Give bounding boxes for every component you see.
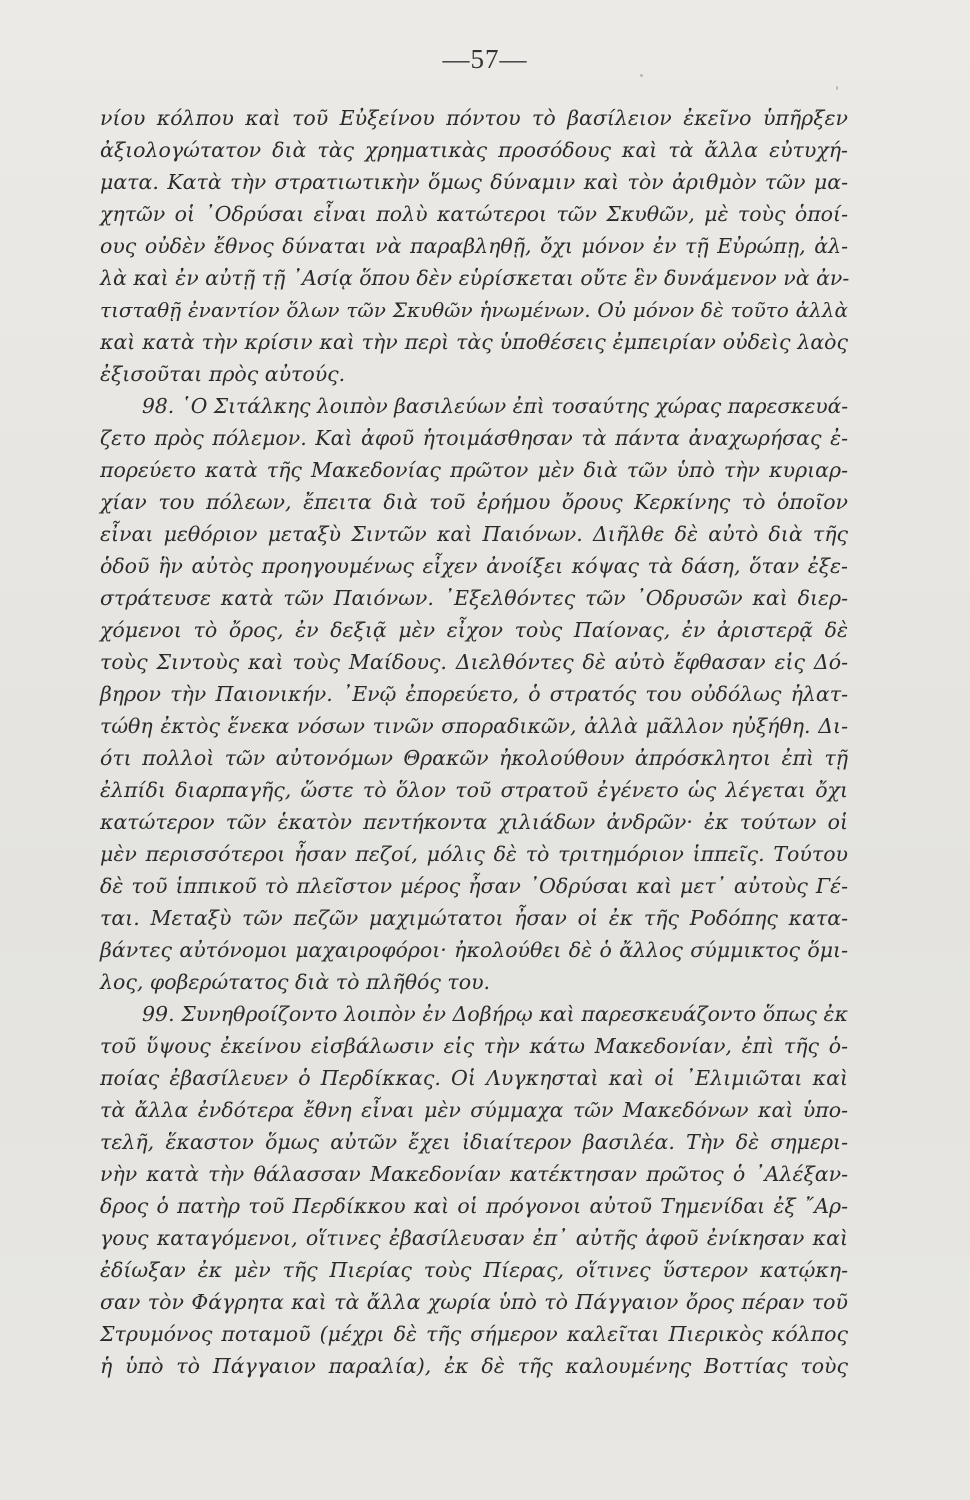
text-line: ους οὐδὲν ἔθνος δύναται νὰ παραβληθῇ, ὄχι μόνον ἐν τῇ Εὐρώπῃ, ἀλ- — [100, 234, 848, 258]
text-line: βηρον τὴν Παιονικήν. ᾽Ενῷ ἐπορεύετο, ὁ στρατός του οὐδόλως ἠλατ- — [100, 682, 848, 706]
text-line: ποίας ἐβασίλευεν ὁ Περδίκκας. Οἱ Λυγκησταὶ καὶ οἱ ᾽Ελιμιῶται καὶ — [100, 1066, 848, 1090]
text-line: καὶ κατὰ τὴν κρίσιν καὶ τὴν περὶ τὰς ὑποθέσεις ἐμπειρίαν οὐδεὶς λαὸς — [100, 330, 848, 354]
text-line: τοὺς Σιντοὺς καὶ τοὺς Μαίδους. Διελθόντες δὲ αὐτὸ ἔφθασαν εἰς Δό- — [100, 650, 848, 674]
text-line: ματα. Κατὰ τὴν στρατιωτικὴν ὅμως δύναμιν καὶ τὸν ἀριθμὸν τῶν μα- — [100, 170, 848, 194]
text-line: ὁδοῦ ἣν αὐτὸς προηγουμένως εἶχεν ἀνοίξει κόψας τὰ δάση, ὅταν ἐξε- — [100, 554, 848, 578]
paper-speck — [836, 86, 838, 90]
text-line: Στρυμόνος ποταμοῦ (μέχρι δὲ τῆς σήμερον καλεῖται Πιερικὸς κόλπος — [100, 1322, 848, 1346]
text-line: ἐδίωξαν ἐκ μὲν τῆς Πιερίας τοὺς Πίερας, οἵτινες ὕστερον κατῴκη- — [100, 1258, 848, 1282]
text-line: τὰ ἄλλα ἐνδότερα ἔθνη εἶναι μὲν σύμμαχα τῶν Μακεδόνων καὶ ὑπο- — [100, 1098, 848, 1122]
text-line: λος, φοβερώτατος διὰ τὸ πλῆθός του. — [100, 970, 491, 994]
text-line: νίου κόλπου καὶ τοῦ Εὐξείνου πόντου τὸ βασίλειον ἐκεῖνο ὑπῆρξεν — [100, 106, 848, 130]
text-line: 98. ῾Ο Σιτάλκης λοιπὸν βασιλεύων ἐπὶ τοσαύτης χώρας παρεσκευά- — [142, 394, 849, 418]
text-line: ότι πολλοὶ τῶν αὐτονόμων Θρακῶν ἠκολούθουν ἀπρόσκλητοι ἐπὶ τῇ — [100, 746, 848, 770]
text-line: κατώτερον τῶν ἑκατὸν πεντήκοντα χιλιάδων ἀνδρῶν· ἐκ τούτων οἱ — [100, 810, 848, 834]
body-text — [100, 102, 848, 1382]
text-line: 99. Συνηθροίζοντο λοιπὸν ἐν Δοβήρῳ καὶ παρεσκευάζοντο ὅπως ἐκ — [142, 1002, 848, 1026]
paragraph-99 — [100, 998, 848, 1382]
text-line: δὲ τοῦ ἱππικοῦ τὸ πλεῖστον μέρος ἦσαν ᾽Οδρύσαι καὶ μετ᾽ αὐτοὺς Γέ- — [100, 874, 848, 898]
text-line: νὴν κατὰ τὴν θάλασσαν Μακεδονίαν κατέκτησαν πρῶτος ὁ ᾽Αλέξαν- — [100, 1162, 848, 1186]
text-line: δρος ὁ πατὴρ τοῦ Περδίκκου καὶ οἱ πρόγονοι αὐτοῦ Τημενίδαι ἐξ ῎Αρ- — [100, 1194, 848, 1218]
text-line: στράτευσε κατὰ τῶν Παιόνων. ᾽Εξελθόντες τῶν ᾽Οδρυσῶν καὶ διερ- — [100, 586, 848, 610]
text-line: τελῆ, ἕκαστον ὅμως αὐτῶν ἔχει ἰδιαίτερον βασιλέα. Τὴν δὲ σημερι- — [100, 1130, 848, 1154]
text-line: χόμενοι τὸ ὄρος, ἐν δεξιᾷ μὲν εἶχον τοὺς Παίονας, ἐν ἀριστερᾷ δὲ — [100, 618, 848, 642]
text-line: χίαν του πόλεων, ἔπειτα διὰ τοῦ ἐρήμου ὄρους Κερκίνης τὸ ὁποῖον — [100, 490, 848, 514]
text-line: λὰ καὶ ἐν αὐτῇ τῇ ᾽Ασίᾳ ὅπου δὲν εὑρίσκεται οὔτε ἓν δυνάμενον νὰ ἀν- — [100, 266, 850, 290]
text-line: σαν τὸν Φάγρητα καὶ τὰ ἄλλα χωρία ὑπὸ τὸ Πάγγαιον ὄρος πέραν τοῦ — [100, 1290, 848, 1314]
text-line: ἡ ὑπὸ τὸ Πάγγαιον παραλία), ἐκ δὲ τῆς καλουμένης Βοττίας τοὺς — [100, 1354, 848, 1378]
text-line: τώθη ἐκτὸς ἕνεκα νόσων τινῶν σποραδικῶν, ἀλλὰ μᾶλλον ηὐξήθη. Δι- — [100, 714, 848, 738]
text-line: χητῶν οἱ ᾽Οδρύσαι εἶναι πολὺ κατώτεροι τῶν Σκυθῶν, μὲ τοὺς ὁποί- — [100, 202, 848, 226]
text-line: ἐξισοῦται πρὸς αὐτούς. — [100, 362, 346, 386]
text-line: ται. Μεταξὺ τῶν πεζῶν μαχιμώτατοι ἦσαν οἱ ἐκ τῆς Ροδόπης κατα- — [100, 906, 848, 930]
page-number: —57— — [442, 44, 528, 74]
paragraph-1 — [100, 102, 848, 390]
text-line: πορεύετο κατὰ τῆς Μακεδονίας πρῶτον μὲν διὰ τῶν ὑπὸ τὴν κυριαρ- — [100, 458, 848, 482]
text-line: μὲν περισσότεροι ἦσαν πεζοί, μόλις δὲ τὸ τριτημόριον ἱππεῖς. Τούτου — [100, 842, 848, 866]
text-line: ἐλπίδι διαρπαγῆς, ὥστε τὸ ὅλον τοῦ στρατοῦ ἐγένετο ὡς λέγεται ὄχι — [100, 778, 848, 802]
paragraph-98 — [100, 390, 848, 998]
text-line: εἶναι μεθόριον μεταξὺ Σιντῶν καὶ Παιόνων. Διῆλθε δὲ αὐτὸ διὰ τῆς — [100, 522, 848, 546]
text-line: ζετο πρὸς πόλεμον. Καὶ ἀφοῦ ἡτοιμάσθησαν τὰ πάντα ἀναχωρήσας ἐ- — [100, 426, 848, 450]
text-line: ἀξιολογώτατον διὰ τὰς χρηματικὰς προσόδους καὶ τὰ ἄλλα εὐτυχή- — [100, 138, 848, 162]
text-line: τισταθῇ ἐναντίον ὅλων τῶν Σκυθῶν ἡνωμένων. Οὐ μόνον δὲ τοῦτο ἀλλὰ — [100, 298, 848, 322]
text-line: γους καταγόμενοι, οἵτινες ἐβασίλευσαν ἐπ᾽ αὐτῆς ἀφοῦ ἐνίκησαν καὶ — [100, 1226, 848, 1250]
text-line: τοῦ ὕψους ἐκείνου εἰσβάλωσιν εἰς τὴν κάτω Μακεδονίαν, ἐπὶ τῆς ὁ- — [100, 1034, 848, 1058]
text-line: βάντες αὐτόνομοι μαχαιροφόροι· ἠκολούθει δὲ ὁ ἄλλος σύμμικτος ὅμι- — [100, 938, 848, 962]
